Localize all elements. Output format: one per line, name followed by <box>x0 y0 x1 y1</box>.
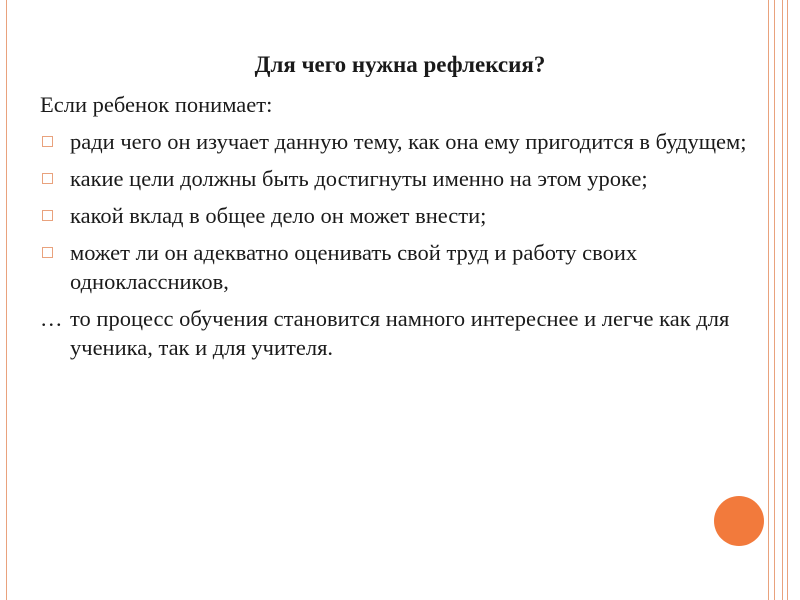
bullet-text: может ли он адекватно оценивать свой труд и работу своих одноклассников, <box>70 240 638 294</box>
list-item <box>40 164 760 193</box>
bullet-text: ради чего он изучает данную тему, как она ему пригодится в будущем; <box>70 129 747 154</box>
bullet-text: какой вклад в общее дело он может внести; <box>70 203 487 228</box>
list-item <box>40 201 760 230</box>
frame-line-left <box>6 0 7 600</box>
bullet-text: какие цели должны быть достигнуты именно на этом уроке; <box>70 166 648 191</box>
bullet-list <box>40 127 760 296</box>
accent-dot <box>714 496 764 546</box>
frame-rail <box>768 0 769 600</box>
list-item <box>40 238 760 296</box>
list-item <box>40 127 760 156</box>
frame-rail <box>787 0 788 600</box>
slide-title: Для чего нужна рефлексия? <box>254 52 546 77</box>
hollow-square-icon <box>42 247 53 258</box>
hollow-square-icon <box>42 136 53 147</box>
slide-content <box>40 90 760 362</box>
hollow-square-icon <box>42 173 53 184</box>
frame-rail <box>774 0 775 600</box>
intro-text: Если ребенок понимает: <box>40 92 273 117</box>
frame-rail <box>782 0 783 600</box>
frame-rails-right <box>768 0 792 600</box>
closing-sentence: то процесс обучения становится намного интереснее и легче как для ученика, так и для учителя. <box>70 306 730 360</box>
closing-ellipsis: … <box>40 306 63 331</box>
hollow-square-icon <box>42 210 53 221</box>
closing-text <box>40 304 760 362</box>
